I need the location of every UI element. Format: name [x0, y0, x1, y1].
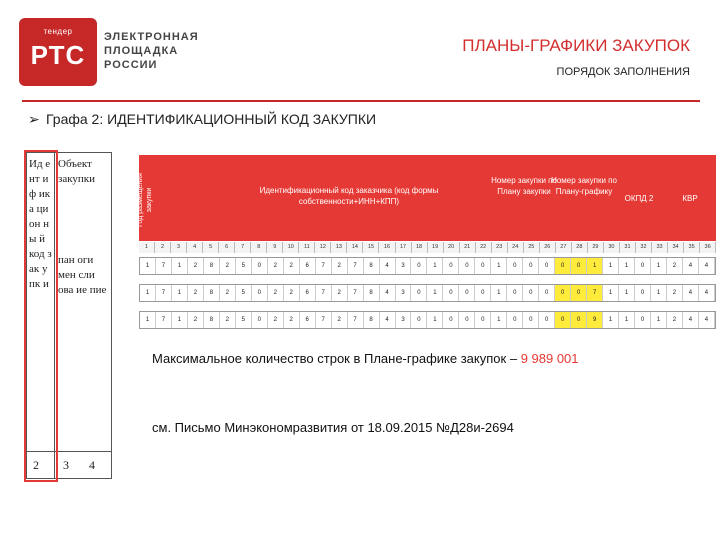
table-cell: 7: [316, 312, 332, 328]
column-number: 16: [379, 242, 395, 253]
table-cell: 1: [587, 258, 603, 274]
column-number: 24: [508, 242, 524, 253]
table-cell: 8: [204, 258, 220, 274]
table-cell: 0: [571, 285, 587, 301]
table-cell: 2: [667, 285, 683, 301]
table-cell: 0: [459, 285, 475, 301]
divider: [22, 100, 700, 102]
column-number: 7: [235, 242, 251, 253]
table-cell: 0: [475, 285, 491, 301]
table-cell: 0: [555, 285, 571, 301]
arrow-bullet-icon: ➢: [28, 111, 40, 127]
column-number: 6: [219, 242, 235, 253]
table-cell: 0: [555, 312, 571, 328]
table-row: [139, 284, 716, 302]
scan-col2-body: пан оги мен сли ова ие пие: [58, 254, 107, 296]
table-cell: 7: [316, 258, 332, 274]
column-number: 26: [540, 242, 556, 253]
table-cell: 2: [268, 258, 284, 274]
code-structure-table: [139, 155, 716, 338]
table-cell: 0: [571, 258, 587, 274]
table-cell: 0: [411, 285, 427, 301]
table-cell: 2: [220, 312, 236, 328]
column-number: 33: [652, 242, 668, 253]
table-cell: 1: [603, 312, 619, 328]
table-cell: 2: [667, 258, 683, 274]
table-cell: 0: [635, 258, 651, 274]
table-cell: 3: [396, 312, 412, 328]
logo-line-3: РОССИИ: [104, 59, 158, 71]
column-number: 28: [572, 242, 588, 253]
page-title: ПЛАНЫ-ГРАФИКИ ЗАКУПОК: [462, 36, 690, 55]
column-number: 21: [460, 242, 476, 253]
table-cell: 5: [236, 285, 252, 301]
scan-num-3: 3: [63, 458, 69, 472]
scan-col1-text: Ид ент иф ика ци он ны й код зак упк и: [29, 158, 52, 290]
table-cell: 0: [523, 312, 539, 328]
table-cell: 1: [140, 258, 156, 274]
table-cell: 7: [348, 285, 364, 301]
section-label: Графа 2:: [46, 111, 104, 127]
table-cell: 0: [539, 258, 555, 274]
table-cell: 2: [188, 312, 204, 328]
column-number: 25: [524, 242, 540, 253]
table-header: [139, 155, 716, 241]
table-cell: 6: [300, 258, 316, 274]
table-cell: 4: [380, 258, 396, 274]
table-cell: 0: [507, 285, 523, 301]
table-cell: 2: [188, 285, 204, 301]
table-cell: 2: [284, 258, 300, 274]
table-cell: 3: [396, 285, 412, 301]
table-cell: 4: [380, 312, 396, 328]
column-number: 36: [700, 242, 716, 253]
table-cell: 6: [300, 285, 316, 301]
column-number: 10: [283, 242, 299, 253]
table-cell: 0: [411, 258, 427, 274]
column-number: 27: [556, 242, 572, 253]
column-number-row: [139, 242, 716, 253]
table-cell: 1: [651, 258, 667, 274]
header-year: Год размещения закупки: [137, 173, 153, 227]
column-number: 11: [299, 242, 315, 253]
table-cell: 4: [683, 312, 699, 328]
table-cell: 7: [156, 312, 172, 328]
table-cell: 2: [220, 258, 236, 274]
header-customer-code: Идентификационный код заказчика (код формы собственности+ИНН+КПП): [259, 186, 439, 206]
table-cell: 7: [316, 285, 332, 301]
logo-small-text: тендер: [43, 27, 73, 36]
column-number: 20: [444, 242, 460, 253]
table-cell: 2: [268, 285, 284, 301]
table-cell: 1: [491, 258, 507, 274]
table-cell: 1: [427, 312, 443, 328]
column-number: 4: [187, 242, 203, 253]
column-number: 12: [315, 242, 331, 253]
table-cell: 2: [284, 285, 300, 301]
table-cell: 1: [172, 312, 188, 328]
table-cell: 0: [252, 312, 268, 328]
scan-num-4: 4: [89, 458, 95, 472]
column-number: 29: [588, 242, 604, 253]
table-cell: 8: [364, 258, 380, 274]
table-cell: 1: [140, 285, 156, 301]
max-rows-value: 9 989 001: [520, 351, 579, 366]
section-heading: [28, 111, 376, 128]
column-number: 31: [620, 242, 636, 253]
table-cell: 1: [172, 258, 188, 274]
table-cell: 0: [635, 285, 651, 301]
table-cell: 4: [380, 285, 396, 301]
reference-note: см. Письмо Минэкономразвития от 18.09.2015 №Д28и-2694: [152, 420, 514, 435]
table-cell: 1: [651, 285, 667, 301]
table-cell: 0: [252, 258, 268, 274]
table-cell: 0: [571, 312, 587, 328]
table-cell: 7: [348, 312, 364, 328]
column-number: 15: [363, 242, 379, 253]
table-cell: 7: [156, 285, 172, 301]
table-cell: 0: [507, 258, 523, 274]
table-row: [139, 311, 716, 329]
table-cell: 1: [619, 258, 635, 274]
column-number: 35: [684, 242, 700, 253]
table-cell: 8: [364, 285, 380, 301]
logo: [19, 18, 97, 86]
table-cell: 1: [491, 285, 507, 301]
table-cell: 2: [284, 312, 300, 328]
table-cell: 0: [443, 312, 459, 328]
column-number: 22: [476, 242, 492, 253]
column-number: 8: [251, 242, 267, 253]
table-cell: 7: [587, 285, 603, 301]
table-cell: 0: [475, 258, 491, 274]
table-cell: 0: [459, 258, 475, 274]
column-number: 9: [267, 242, 283, 253]
scan-col2-header: Объект закупки: [58, 158, 96, 185]
table-cell: 3: [396, 258, 412, 274]
table-cell: 1: [603, 285, 619, 301]
table-cell: 0: [539, 285, 555, 301]
column-number: 3: [171, 242, 187, 253]
column-number: 34: [668, 242, 684, 253]
table-cell: 1: [427, 258, 443, 274]
header-schedule-number: Номер закупки по Плану-графику: [551, 176, 617, 196]
table-cell: 4: [683, 258, 699, 274]
max-rows-label: Максимальное количество строк в Плане-графике закупок –: [152, 351, 518, 366]
table-cell: 0: [635, 312, 651, 328]
table-cell: 1: [603, 258, 619, 274]
table-cell: 2: [332, 312, 348, 328]
table-cell: 1: [140, 312, 156, 328]
table-cell: 0: [411, 312, 427, 328]
table-cell: 9: [587, 312, 603, 328]
column-number: 1: [139, 242, 155, 253]
table-cell: 1: [491, 312, 507, 328]
column-number: 5: [203, 242, 219, 253]
table-cell: 1: [651, 312, 667, 328]
table-cell: 0: [252, 285, 268, 301]
table-cell: 6: [300, 312, 316, 328]
table-cell: 0: [443, 285, 459, 301]
column-number: 18: [412, 242, 428, 253]
table-cell: 2: [188, 258, 204, 274]
table-cell: 2: [332, 285, 348, 301]
column-number: 32: [636, 242, 652, 253]
column-number: 19: [428, 242, 444, 253]
logo-line-2: ПЛОЩАДКА: [104, 45, 179, 57]
section-text: ИДЕНТИФИКАЦИОННЫЙ КОД ЗАКУПКИ: [107, 111, 377, 127]
table-cell: 8: [204, 285, 220, 301]
table-cell: 1: [619, 312, 635, 328]
table-cell: 8: [204, 312, 220, 328]
logo-big-text: РТС: [30, 40, 86, 70]
table-cell: 2: [332, 258, 348, 274]
table-cell: 0: [475, 312, 491, 328]
table-cell: 0: [555, 258, 571, 274]
max-rows-note: [152, 351, 579, 366]
table-cell: 7: [156, 258, 172, 274]
table-cell: 2: [667, 312, 683, 328]
page-subtitle: ПОРЯДОК ЗАПОЛНЕНИЯ: [556, 66, 690, 78]
column-number: 2: [155, 242, 171, 253]
logo-caption: [104, 30, 199, 72]
column-number: 14: [347, 242, 363, 253]
table-cell: 4: [699, 312, 715, 328]
table-cell: 4: [699, 285, 715, 301]
header-okpd: ОКПД 2: [624, 194, 654, 203]
table-cell: 0: [523, 258, 539, 274]
table-cell: 5: [236, 312, 252, 328]
table-cell: 4: [699, 258, 715, 274]
table-cell: 1: [619, 285, 635, 301]
highlight-frame: [24, 150, 58, 482]
table-cell: 0: [539, 312, 555, 328]
table-cell: 8: [364, 312, 380, 328]
table-cell: 7: [348, 258, 364, 274]
table-cell: 1: [172, 285, 188, 301]
scan-fragment: [26, 152, 112, 479]
column-number: 30: [604, 242, 620, 253]
header-plan-number: Номер закупки по Плану закупки: [491, 176, 557, 196]
column-number: 23: [492, 242, 508, 253]
table-cell: 2: [268, 312, 284, 328]
column-number: 13: [331, 242, 347, 253]
table-cell: 0: [507, 312, 523, 328]
table-cell: 4: [683, 285, 699, 301]
table-cell: 0: [523, 285, 539, 301]
logo-line-1: ЭЛЕКТРОННАЯ: [104, 31, 199, 43]
table-cell: 2: [220, 285, 236, 301]
table-row: [139, 257, 716, 275]
table-cell: 0: [459, 312, 475, 328]
table-cell: 0: [443, 258, 459, 274]
scan-num-2: 2: [33, 458, 39, 472]
header-kvr: КВР: [682, 194, 698, 203]
column-number: 17: [396, 242, 412, 253]
table-cell: 5: [236, 258, 252, 274]
table-cell: 1: [427, 285, 443, 301]
